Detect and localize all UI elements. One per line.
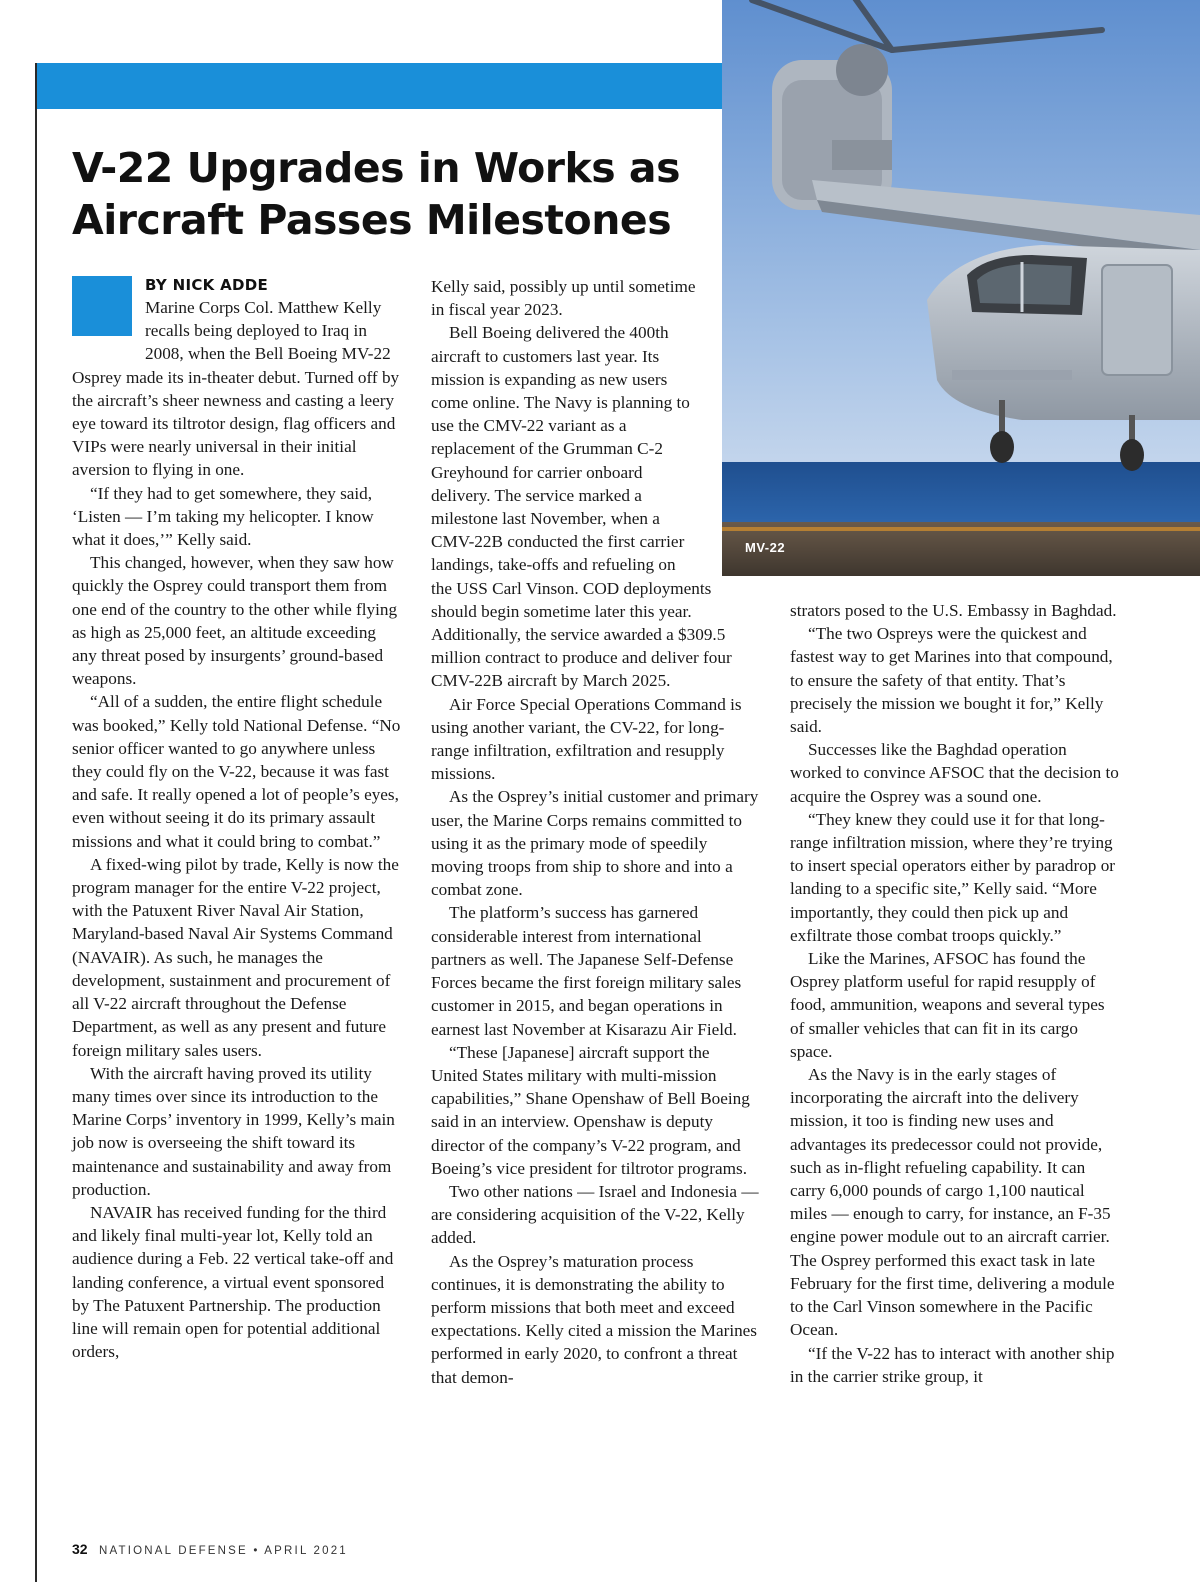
- mv22-aircraft-photo: [722, 0, 1200, 576]
- paragraph: Air Force Special Operations Command is using another variant, the CV-22, for long-range infiltration, exfiltration and resupply missions.: [431, 694, 742, 784]
- paragraph: “All of a sudden, the entire flight schedule was booked,” Kelly told National Defense. “No senior officer wanted to go anywhere unless they could fly on the V-22, because it was fast and safe. It really opened a lot of people’s eyes, even without seeing it do its primary assault missions and what it could bring to combat.”: [72, 692, 401, 851]
- article-column-1: [72, 275, 404, 1363]
- paragraph: The platform’s success has garnered considerable interest from international partners as well. The Japanese Self-Defense Forces became the first foreign military sales customer in 2015, and began operations in earnest last November at Kisarazu Air Field.: [431, 903, 742, 1039]
- article-column-2: [431, 275, 759, 1389]
- headline-line-2: Aircraft Passes Milestones: [72, 196, 672, 244]
- paragraph: “If the V-22 has to interact with another ship in the carrier strike group, it: [790, 1343, 1115, 1386]
- paragraph: “The two Ospreys were the quickest and fastest way to get Marines into that compound, to ensure the safety of that entity. That’s precisely the mission we bought it for,” Kelly said.: [790, 624, 1113, 737]
- publication-line: NATIONAL DEFENSE • APRIL 2021: [98, 1545, 348, 1557]
- paragraph: A fixed-wing pilot by trade, Kelly is now the program manager for the entire V-22 project, with the Patuxent River Naval Air Station, Maryland-based Naval Air Systems Command (NAVAIR). As such, he manages the development, sustainment and procurement of all V-22 aircraft throughout the Defense Department, as well as any present and future foreign military sales users.: [72, 854, 399, 1060]
- paragraph: Like the Marines, AFSOC has found the Osprey platform useful for rapid resupply of food, ammunition, weapons and several types of smaller vehicles that can fit in its cargo space.: [790, 949, 1105, 1061]
- paragraph: the USS Carl Vinson. COD deployments should begin sometime later this year. Additionally, the service awarded a $309.5 million contract to produce and deliver four CMV-22B aircraft by March 2025.: [431, 578, 732, 691]
- paragraph: Kelly said, possibly up until sometime in fiscal year 2023.: [431, 277, 696, 320]
- page-left-rule: [35, 63, 37, 1582]
- headline-line-1: V-22 Upgrades in Works as: [72, 144, 680, 192]
- sea: [722, 462, 1200, 527]
- paragraph: With the aircraft having proved its utility many times over since its introduction to the Marine Corps’ inventory in 1999, Kelly’s main job now is overseeing the shift toward its maintenance and sustainability and away from production.: [72, 1063, 395, 1199]
- paragraph: “They knew they could use it for that long-range infiltration mission, where they’re trying to insert special operators either by paradrop or landing to a specific site,” Kelly said. “More importantly, they could then pick up and exfiltrate those combat troops quickly.”: [790, 809, 1116, 945]
- header-color-band: [37, 63, 722, 109]
- paragraph: As the Osprey’s maturation process continues, it is demonstrating the ability to perform missions that both meet and exceed expectations. Kelly cited a mission the Marines performed in early 2020, to confront a threat that demon-: [431, 1251, 758, 1387]
- paragraph: strators posed to the U.S. Embassy in Baghdad.: [790, 601, 1117, 620]
- page-number: 32: [72, 1541, 88, 1557]
- byline: BY NICK ADDE: [145, 276, 269, 294]
- photo-caption: MV-22: [745, 540, 786, 555]
- paragraph: As the Navy is in the early stages of incorporating the aircraft into the delivery mission, it too is finding new uses and advantages its predecessor could not provide, such as in-flight refueling capability. It can carry 6,000 pounds of cargo 1,100 nautical miles — enough to carry, for instance, an F-35 engine power module out to an aircraft carrier. The Osprey performed this exact task in late February for the first time, delivering a module to the Carl Vinson somewhere in the Pacific Ocean.: [790, 1065, 1115, 1340]
- paragraph: Two other nations — Israel and Indonesia — are considering acquisition of the V-22, Kelly added.: [431, 1181, 759, 1248]
- article-column-3: [790, 599, 1120, 1388]
- column-2-narrow-block: [431, 275, 701, 577]
- paragraph: Successes like the Baghdad operation worked to convince AFSOC that the decision to acquire the Osprey was a sound one.: [790, 740, 1119, 806]
- headline: [72, 142, 712, 246]
- paragraph: “These [Japanese] aircraft support the United States military with multi-mission capabilities,” Shane Openshaw of Bell Boeing said in an interview. Openshaw is deputy director of the company’s V-22 program, and Boeing’s vice president for tiltrotor programs.: [431, 1042, 750, 1178]
- fuselage: [927, 245, 1200, 420]
- page-footer: [72, 1541, 348, 1557]
- paragraph: This changed, however, when they saw how quickly the Osprey could transport them from one end of the country to the other while flying as high as 25,000 feet, an altitude exceeding any threat posed by insurgents’ ground-based weapons.: [72, 553, 398, 689]
- paragraph: Bell Boeing delivered the 400th aircraft to customers last year. Its mission is expanding as new users come online. The Navy is planning to use the CMV-22 variant as a replacement of the Grumman C-2 Greyhound for carrier onboard delivery. The service marked a milestone last November, when a CMV-22B conducted the first carrier landings, take-offs and refueling on: [431, 323, 690, 575]
- paragraph: “If they had to get somewhere, they said, ‘Listen — I’m taking my helicopter. I know what it does,’” Kelly said.: [72, 483, 374, 550]
- paragraph: Marine Corps Col. Matthew Kelly recalls being deployed to Iraq in 2008, when the Bell Boeing MV-22 Osprey made its in-theater debut. Turned off by the aircraft’s sheer newness and casting a leery eye toward its tiltrotor design, flag officers and VIPs were nearly universal in their initial aversion to flying in one.: [72, 298, 400, 480]
- paragraph: As the Osprey’s initial customer and primary user, the Marine Corps remains committed to using it as the primary mode of speedily moving troops from ship to shore and into a combat zone.: [431, 787, 759, 900]
- paragraph: NAVAIR has received funding for the third and likely final multi-year lot, Kelly told an audience during a Feb. 22 vertical take-off and landing conference, a virtual event sponsored by The Patuxent Partnership. The production line will remain open for potential additional orders,: [72, 1202, 394, 1362]
